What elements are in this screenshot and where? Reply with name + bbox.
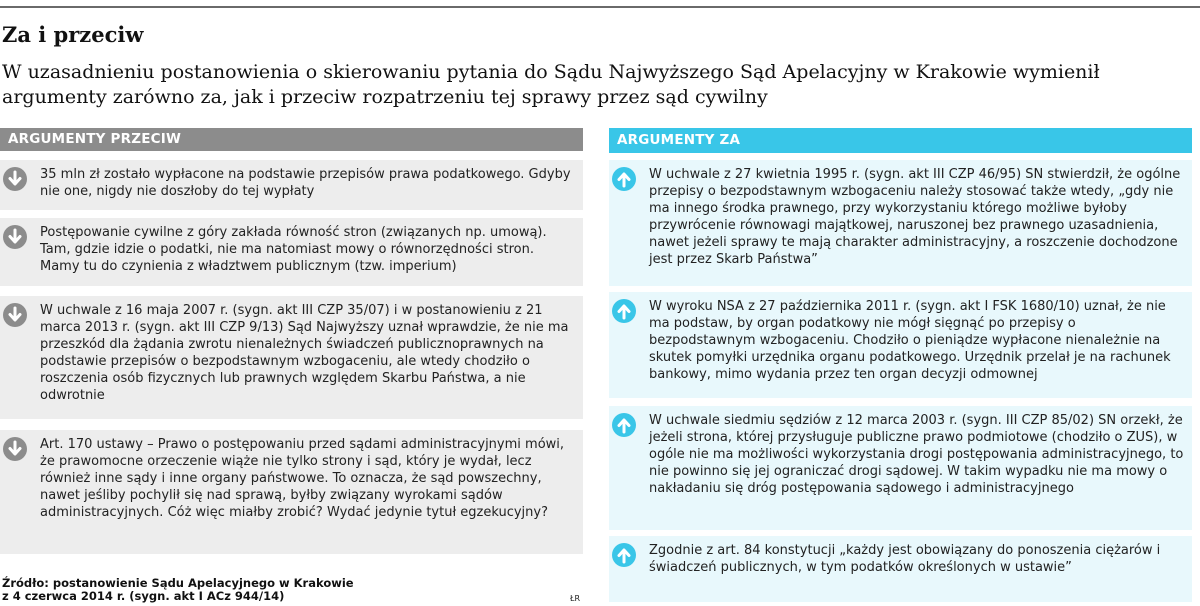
- for-item-text: W wyroku NSA z 27 października 2011 r. (sygn. akt I FSK 1680/10) uznał, że nie ma podstaw, by organ podatkowy nie mógł sięgnąć po przepisy o bezpodstawnym wzbogaceniu. Chodziło o pieniądze wypłacone nienależnie na skutek pomyłki urzędnika organu podatkowego. Urzędnik przelał je na rachunek bankowy, mimo wydania przez ten organ decyzji odmownej: [649, 299, 1171, 382]
- source-note: [2, 577, 354, 603]
- for-column: [609, 128, 1192, 575]
- arrow-up-circle-icon: [611, 412, 637, 438]
- against-item: [0, 296, 583, 419]
- against-item-text: 35 mln zł zostało wypłacone na podstawie przepisów prawa podatkowego. Gdyby nie one, nigdy nie doszłoby do tej wypłaty: [40, 167, 571, 199]
- for-header: ARGUMENTY ZA: [609, 128, 1192, 153]
- against-header: ARGUMENTY PRZECIW: [0, 128, 583, 151]
- article-subtitle: W uzasadnieniu postanowienia o skierowaniu pytania do Sądu Najwyższego Sąd Apelacyjny w Krakowie wymienił argumenty zarówno za, jak i przeciw rozpatrzeniu tej sprawy przez sąd cywilny: [2, 61, 1100, 108]
- against-item-text: Postępowanie cywilne z góry zakłada równość stron (związanych np. umową). Tam, gdzie idzie o podatki, nie ma natomiast mowy o równorzędności stron. Mamy tu do czynienia z władztwem publicznym (tzw. imperium): [40, 225, 547, 274]
- arrow-down-circle-icon: [2, 436, 28, 462]
- against-item-text: Art. 170 ustawy – Prawo o postępowaniu przed sądami administracyjnymi mówi, że prawomocne orzeczenie wiąże nie tylko strony i sąd, który je wydał, lecz również inne sądy i inne organy państwowe. To oznacza, że sąd powszechny, nawet jeśliby pochylił się nad sprawą, byłby związany wyrokami sądów administracyjnych. Cóż więc miałby zrobić? Wydać jedynie tytuł egzekucyjny?: [40, 437, 565, 520]
- arrow-down-circle-icon: [2, 302, 28, 328]
- arrow-up-circle-icon: [611, 298, 637, 324]
- top-rule: [0, 6, 1200, 8]
- for-item: [609, 160, 1192, 286]
- against-item-text: W uchwale z 16 maja 2007 r. (sygn. akt III CZP 35/07) i w postanowieniu z 21 marca 2013 r. (sygn. akt III CZP 9/13) Sąd Najwyższy uznał wprawdzie, że nie ma przeszkód dla żądania zwrotu nienależnych świadczeń publicznoprawnych na podstawie przepisów o bezpodstawnym wzbogaceniu, ale wtedy chodziło o roszczenia osób fizycznych lub prawnych względem Skarbu Państwa, a nie odwrotnie: [40, 303, 569, 403]
- for-item: [609, 536, 1192, 602]
- against-item: [0, 218, 583, 286]
- against-item: [0, 430, 583, 554]
- source-line: Źródło: postanowienie Sądu Apelacyjnego w Krakowie: [2, 576, 354, 590]
- arrow-up-circle-icon: [611, 166, 637, 192]
- article-title: Za i przeciw: [2, 22, 144, 47]
- for-item-text: W uchwale siedmiu sędziów z 12 marca 2003 r. (sygn. III CZP 85/02) SN orzekł, że jeżeli strona, której przysługuje publiczne prawo podmiotowe (chodziło o ZUS), w ogóle nie ma możliwości wykorzystania drogi postępowania administracyjnego, to nie powinno się jej ograniczać drogi sądowej. W takim wypadku nie ma mowy o nakładaniu się dróg postępowania sądowego i administracyjnego: [649, 413, 1184, 496]
- arrow-down-circle-icon: [2, 224, 28, 250]
- source-line: z 4 czerwca 2014 r. (sygn. akt I ACz 944/14): [2, 589, 285, 603]
- for-item: [609, 406, 1192, 530]
- arrow-up-circle-icon: [611, 542, 637, 568]
- author-initials: ŁR: [570, 594, 581, 603]
- for-item: [609, 292, 1192, 398]
- for-item-text: Zgodnie z art. 84 konstytucji „każdy jest obowiązany do ponoszenia ciężarów i świadczeń publicznych, w tym podatków określonych w ustawie”: [649, 543, 1161, 575]
- against-column: [0, 128, 583, 520]
- arrow-down-circle-icon: [2, 166, 28, 192]
- for-item-text: W uchwale z 27 kwietnia 1995 r. (sygn. akt III CZP 46/95) SN stwierdził, że ogólne przepisy o bezpodstawnym wzbogaceniu należy stosować także wtedy, „gdy nie ma innego środka prawnego, przy wykorzystaniu którego możliwe byłoby przywrócenie równowagi majątkowej, naruszonej bez prawnego uzasadnienia, nawet jeżeli sprawy te mają charakter administracyjny, a roszczenie dochodzone jest przez Skarb Państwa”: [649, 167, 1181, 267]
- against-item: [0, 160, 583, 210]
